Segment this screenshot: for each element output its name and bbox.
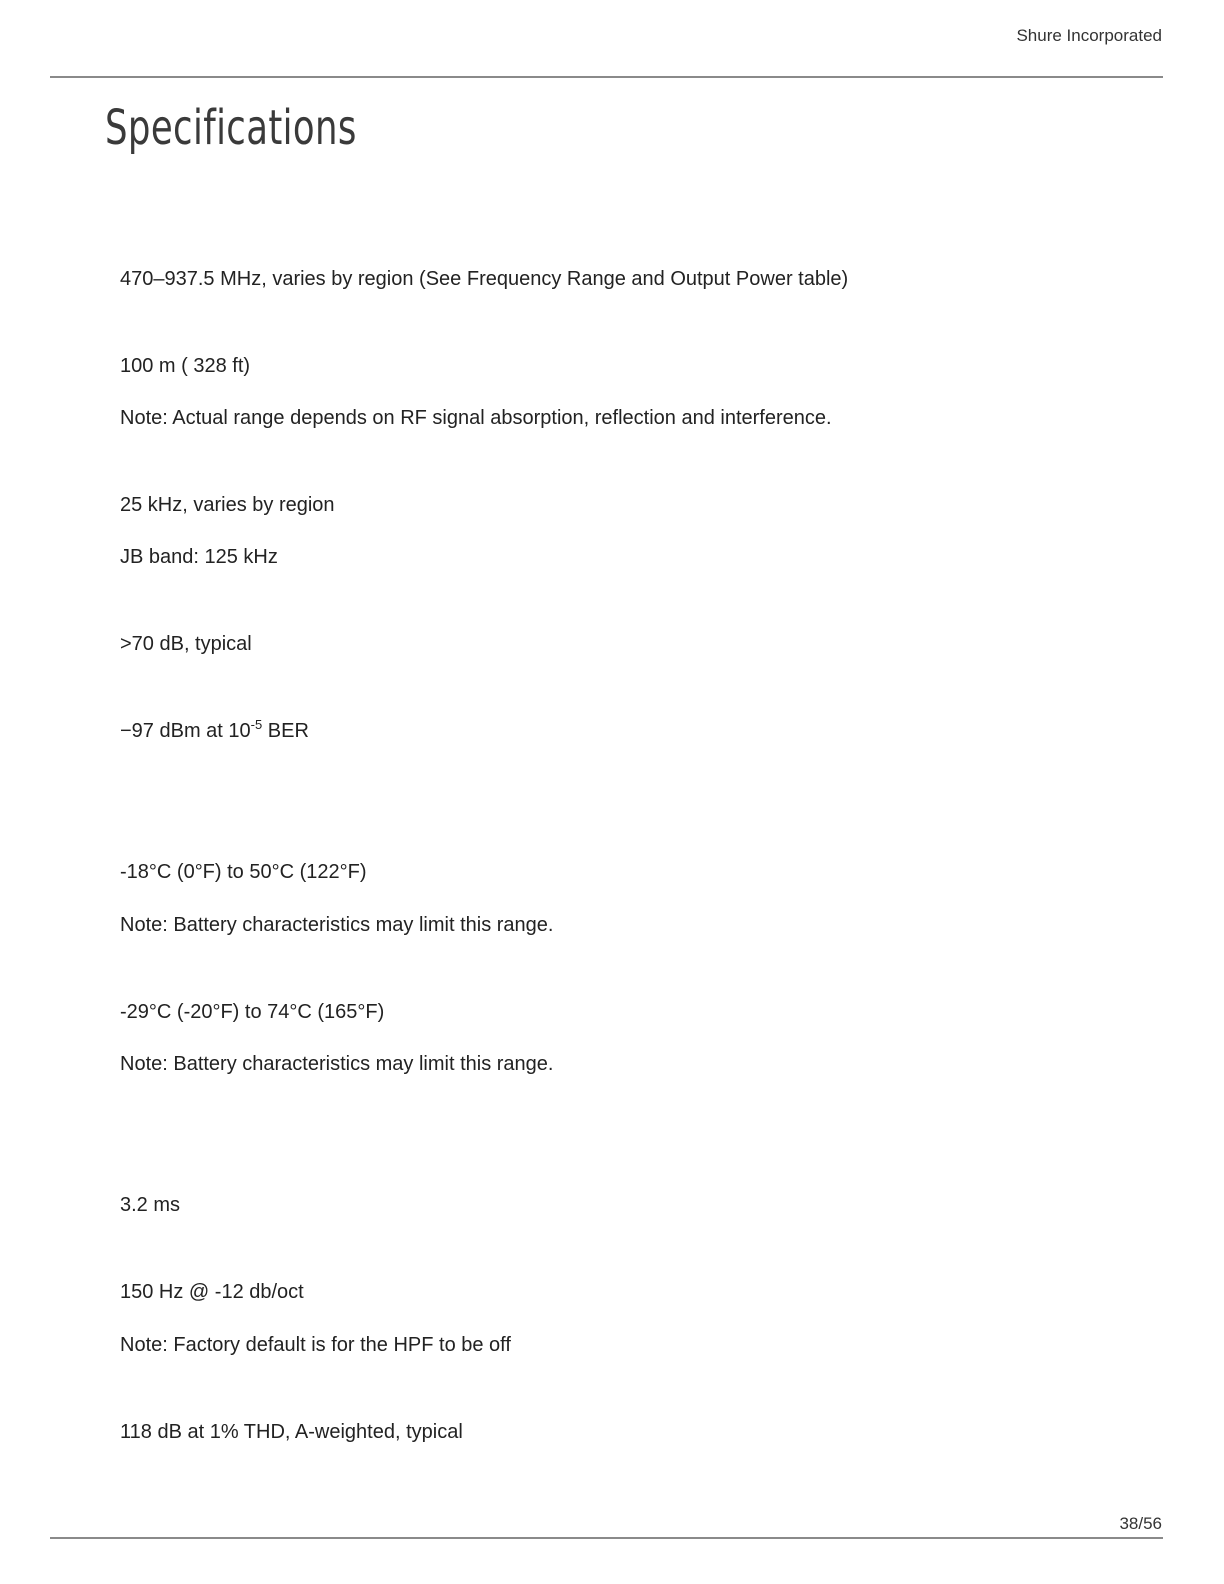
spec-sensitivity-prefix: −97 dBm at 10 [120,720,251,742]
spec-sensitivity [120,719,309,745]
spec-frequency-range: 470–937.5 MHz, varies by region (See Frequency Range and Output Power table) [120,268,849,290]
spec-sensitivity-exponent: -5 [250,717,263,732]
spec-storage-temperature-note: Note: Battery characteristics may limit this range. [120,1053,554,1075]
page-title: Specifications [105,100,357,156]
spec-sensitivity-suffix: BER [262,720,309,742]
page-number: 38/56 [1119,1514,1162,1533]
spec-working-range: 100 m ( 328 ft) [120,355,251,377]
footer-divider [50,1537,1163,1539]
spec-image-rejection: >70 dB, typical [120,633,252,655]
spec-tuning-step: 25 kHz, varies by region [120,494,335,516]
spec-hpf-note: Note: Factory default is for the HPF to be off [120,1334,511,1356]
spec-hpf: 150 Hz @ -12 db/oct [120,1281,304,1303]
spec-working-range-note: Note: Actual range depends on RF signal absorption, reflection and interference. [120,407,832,429]
spec-max-spl: 118 dB at 1% THD, A-weighted, typical [120,1421,463,1443]
spec-tuning-step-jb: JB band: 125 kHz [120,546,278,568]
spec-storage-temperature: -29°C (-20°F) to 74°C (165°F) [120,1001,385,1023]
header-company-name: Shure Incorporated [1016,26,1162,45]
spec-latency: 3.2 ms [120,1194,181,1216]
header-divider [50,76,1163,78]
spec-operating-temperature: -18°C (0°F) to 50°C (122°F) [120,861,367,883]
spec-operating-temperature-note: Note: Battery characteristics may limit this range. [120,914,554,936]
